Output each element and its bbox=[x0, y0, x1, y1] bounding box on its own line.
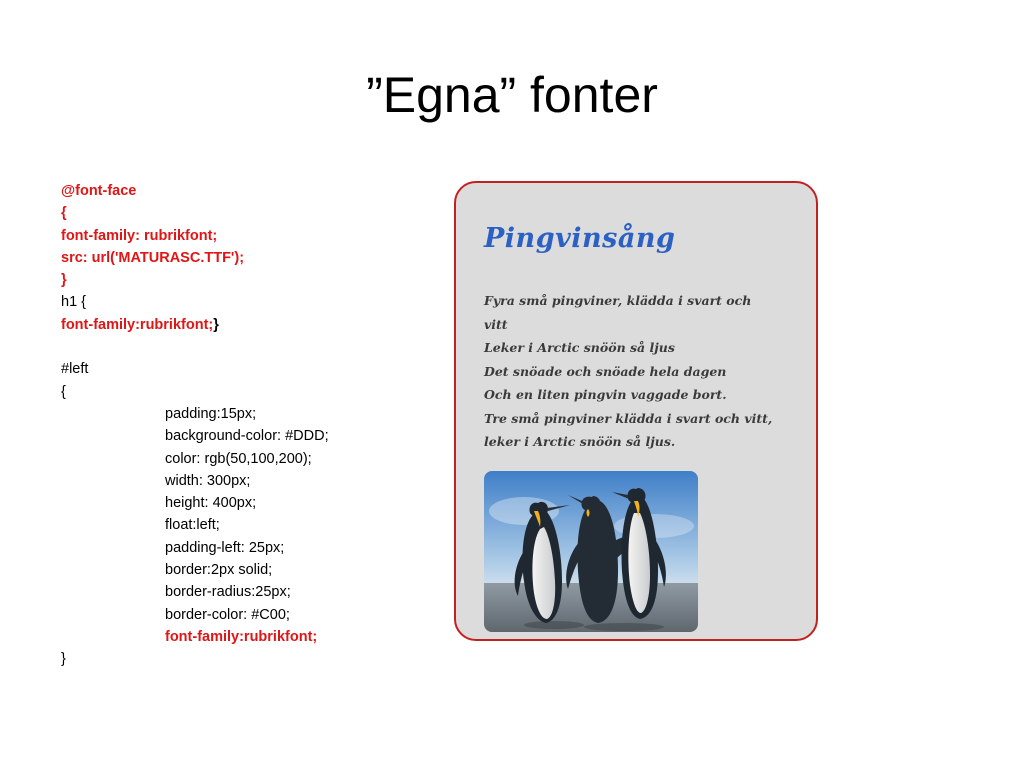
code-blank-line bbox=[61, 336, 441, 358]
code-line: { bbox=[61, 205, 67, 222]
code-line: height: 400px; bbox=[165, 495, 257, 512]
code-line: border:2px solid; bbox=[165, 562, 273, 579]
poem-line: Tre små pingviner klädda i svart och vitt, bbox=[484, 410, 773, 426]
code-line: src: url('MATURASC.TTF'); bbox=[61, 249, 245, 266]
code-line: border-color: #C00; bbox=[165, 606, 290, 623]
code-line: padding-left: 25px; bbox=[165, 539, 285, 556]
code-line: } bbox=[61, 272, 67, 289]
code-line bbox=[61, 314, 441, 336]
poem-line: Och en liten pingvin vaggade bort. bbox=[484, 387, 727, 402]
code-line: } bbox=[61, 651, 66, 668]
code-line: color: rgb(50,100,200); bbox=[165, 450, 312, 467]
code-line: background-color: #DDD; bbox=[165, 428, 329, 445]
code-line: { bbox=[61, 383, 66, 400]
code-line: font-family:rubrikfont; bbox=[165, 628, 318, 645]
example-poem bbox=[484, 289, 784, 454]
code-token: } bbox=[213, 316, 219, 333]
code-line: h1 { bbox=[61, 294, 86, 311]
poem-line: Det snöade och snöade hela dagen bbox=[484, 363, 727, 379]
code-line: #left bbox=[61, 361, 89, 378]
code-line: @font-face bbox=[61, 183, 137, 199]
penguins-photo bbox=[484, 471, 698, 632]
poem-line: vitt bbox=[484, 316, 508, 332]
code-line: float:left; bbox=[165, 517, 220, 534]
code-line: font-family: rubrikfont; bbox=[61, 227, 218, 244]
penguins-illustration bbox=[484, 471, 698, 632]
styled-div-example bbox=[454, 181, 818, 641]
poem-line: Leker i Arctic snöön så ljus bbox=[484, 340, 675, 355]
example-heading: Pingvinsång bbox=[484, 223, 676, 254]
code-line: width: 300px; bbox=[165, 472, 251, 489]
slide-title: ”Egna” fonter bbox=[366, 67, 658, 123]
code-token: font-family:rubrikfont; bbox=[61, 316, 214, 333]
poem-line: Fyra små pingviner, klädda i svart och bbox=[484, 293, 752, 308]
code-line: border-radius:25px; bbox=[165, 584, 291, 601]
poem-line: leker i Arctic snöön så ljus. bbox=[484, 434, 676, 449]
css-code-block bbox=[61, 180, 441, 671]
code-line: padding:15px; bbox=[165, 405, 257, 422]
